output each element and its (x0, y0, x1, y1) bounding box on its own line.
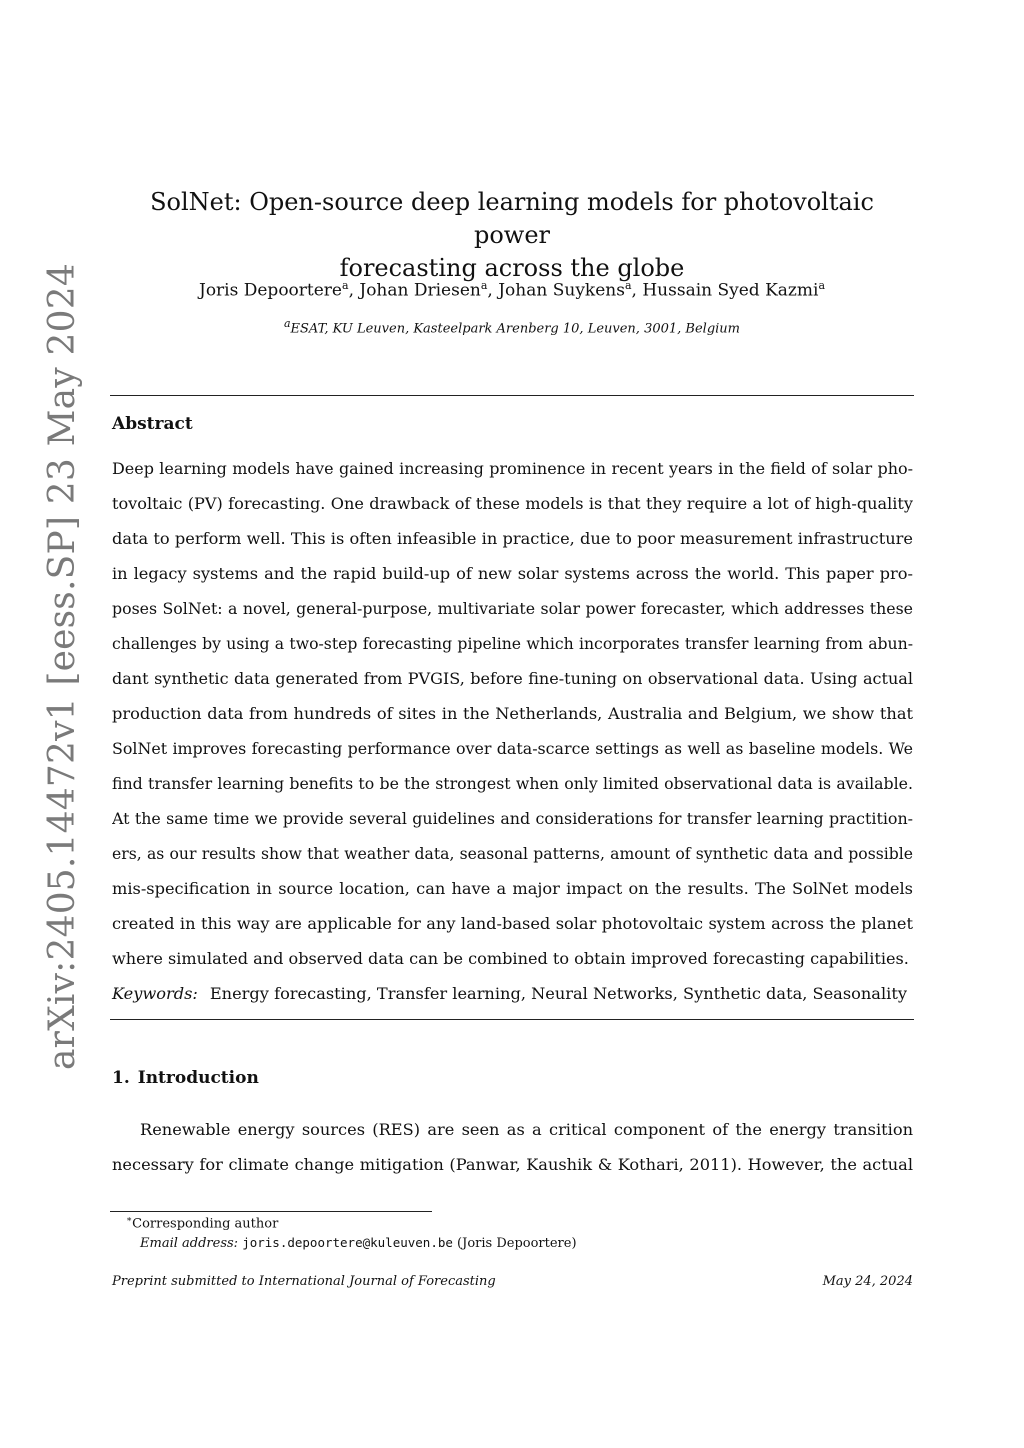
email-owner: (Joris Depoortere) (457, 1236, 577, 1251)
footnote-text: Corresponding author (132, 1216, 279, 1232)
email-address[interactable]: joris.depoortere@kuleuven.be (242, 1235, 453, 1250)
affiliation-mark: a (480, 279, 488, 292)
keywords-text: Energy forecasting, Transfer learning, Neural Networks, Synthetic data, Seasonality (209, 984, 907, 1003)
affiliation-mark: a (342, 279, 349, 292)
author-list (112, 279, 912, 301)
affiliation-text: ESAT, KU Leuven, Kasteelpark Arenberg 10, Leuven, 3001, Belgium (290, 321, 741, 337)
abstract-line: poses SolNet: a novel, general-purpose, multivariate solar power forecaster, which addresses these (112, 599, 913, 618)
footer-date: May 24, 2024 (822, 1274, 913, 1289)
body-line: Renewable energy sources (RES) are seen as a critical component of the energy transition (140, 1120, 913, 1139)
affiliation-mark: a (818, 279, 825, 292)
keywords-label: Keywords: (112, 984, 198, 1003)
affiliation-mark: a (283, 317, 291, 330)
abstract-line: where simulated and observed data can be combined to obtain improved forecasting capabilities. (112, 949, 909, 968)
abstract-body (112, 451, 913, 976)
author-name: Johan Suykens (498, 280, 625, 301)
section-title: Introduction (137, 1068, 259, 1088)
affiliation-mark: a (624, 279, 632, 292)
arxiv-identifier-stamp: arXiv:2405.14472v1 [eess.SP] 23 May 2024 (42, 263, 83, 1070)
abstract-line: tovoltaic (PV) forecasting. One drawback of these models is that they require a lot of high-quality (112, 494, 913, 513)
abstract-line: dant synthetic data generated from PVGIS, before fine-tuning on observational data. Using actual (112, 669, 913, 688)
abstract-line: ers, as our results show that weather data, seasonal patterns, amount of synthetic data and possible (112, 844, 913, 863)
author-separator: , (631, 280, 643, 301)
abstract-line: data to perform well. This is often infeasible in practice, due to poor measurement infrastructure (112, 529, 913, 548)
abstract-line: created in this way are applicable for any land-based solar photovoltaic system across the planet (112, 914, 913, 933)
introduction-body (112, 1112, 913, 1182)
title-line: forecasting across the globe (339, 254, 685, 282)
author-separator: , (487, 280, 499, 301)
section-number: 1. (112, 1068, 130, 1088)
abstract-top-rule (110, 395, 914, 396)
abstract-line: At the same time we provide several guidelines and considerations for transfer learning practition- (112, 809, 913, 828)
section-heading (112, 1068, 259, 1088)
abstract-line: find transfer learning benefits to be the strongest when only limited observational data is available. (112, 774, 913, 793)
abstract-heading: Abstract (112, 414, 193, 434)
author-separator: , (348, 280, 360, 301)
abstract-line: production data from hundreds of sites in the Netherlands, Australia and Belgium, we show that (112, 704, 913, 723)
footer-journal: Preprint submitted to International Journal of Forecasting (112, 1274, 496, 1289)
author-name: Joris Depoortere (199, 280, 342, 301)
abstract-line: Deep learning models have gained increasing prominence in recent years in the field of solar pho- (112, 459, 913, 478)
abstract-bottom-rule (110, 1019, 914, 1020)
paper-title (112, 186, 912, 285)
abstract-line: SolNet improves forecasting performance over data-scarce settings as well as baseline models. We (112, 739, 913, 758)
author-name: Johan Driesen (359, 280, 481, 301)
author-name: Hussain Syed Kazmi (642, 280, 819, 301)
keywords (112, 984, 907, 1003)
affiliation (112, 317, 912, 336)
email-label: Email address: (140, 1236, 239, 1251)
footnote-email (140, 1235, 577, 1251)
title-line: SolNet: Open-source deep learning models for photovoltaic power (150, 188, 874, 249)
body-line: necessary for climate change mitigation (Panwar, Kaushik & Kothari, 2011). However, the actual (112, 1155, 913, 1174)
abstract-line: challenges by using a two-step forecasting pipeline which incorporates transfer learning from abun- (112, 634, 913, 653)
abstract-line: mis-specification in source location, can have a major impact on the results. The SolNet models (112, 879, 913, 898)
footnote-corresponding (126, 1215, 278, 1231)
footnote-rule (110, 1211, 432, 1212)
footnote-mark: ∗ (126, 1215, 133, 1225)
abstract-line: in legacy systems and the rapid build-up of new solar systems across the world. This paper pro- (112, 564, 913, 583)
